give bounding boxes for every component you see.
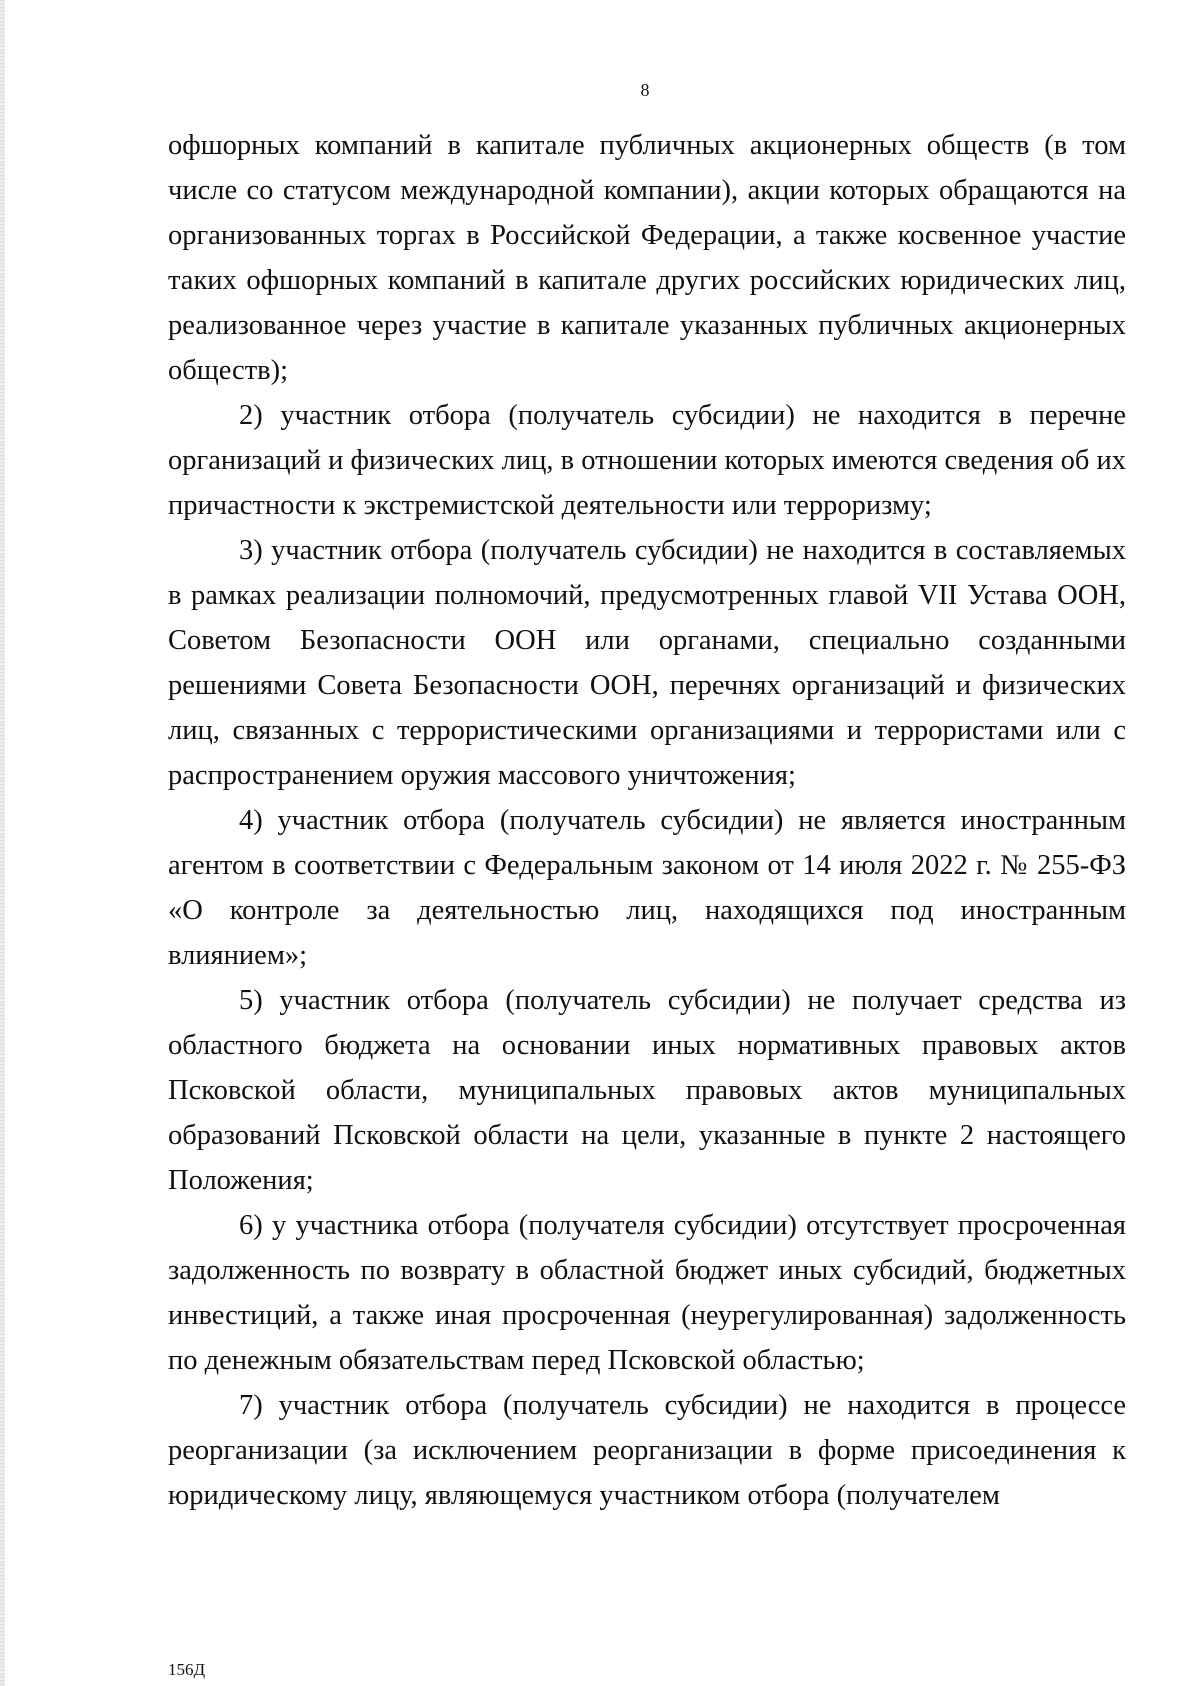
- document-body: [168, 123, 1126, 1518]
- paragraph-item-2: 2) участник отбора (получатель субсидии) не находится в перечне организаций и физических лиц, в отношении которых имеются сведения об их причастности к экстремистской деятельности или терроризму;: [168, 400, 1126, 521]
- paragraph-item-4: 4) участник отбора (получатель субсидии) не является иностранным агентом в соответствии с Федеральным законом от 14 июля 2022 г. № 255-ФЗ «О контроле за деятельностью лиц, находящихся под иностранным влиянием»;: [168, 805, 1126, 971]
- paragraph-continuation: офшорных компаний в капитале публичных акционерных обществ (в том числе со статусом международной компании), акции которых обращаются на организованных торгах в Российской Федерации, а также косвенное участие таких офшорных компаний в капитале других российских юридических лиц, реализованное через участие в капитале указанных публичных акционерных обществ);: [168, 130, 1126, 386]
- paragraph-item-3: 3) участник отбора (получатель субсидии) не находится в составляемых в рамках реализации полномочий, предусмотренных главой VII Устава ООН, Советом Безопасности ООН или органами, специально созданными решениями Совета Безопасности ООН, перечнях организаций и физических лиц, связанных с террористическими организациями и террористами или с распространением оружия массового уничтожения;: [168, 535, 1126, 791]
- paragraph-item-7: 7) участник отбора (получатель субсидии) не находится в процессе реорганизации (за исключением реорганизации в форме присоединения к юридическому лицу, являющемуся участником отбора (получателем: [168, 1390, 1126, 1511]
- paragraph-item-6: 6) у участника отбора (получателя субсидии) отсутствует просроченная задолженность по возврату в областной бюджет иных субсидий, бюджетных инвестиций, а также иная просроченная (неурегулированная) задолженность по денежным обязательствам перед Псковской областью;: [168, 1210, 1126, 1376]
- document-code: 156Д: [168, 1660, 206, 1679]
- scan-edge: [0, 0, 5, 1686]
- paragraph-item-5: 5) участник отбора (получатель субсидии) не получает средства из областного бюджета на основании иных нормативных правовых актов Псковской области, муниципальных правовых актов муниципальных образований Псковской области на цели, указанные в пункте 2 настоящего Положения;: [168, 985, 1126, 1196]
- page-number: 8: [640, 80, 650, 100]
